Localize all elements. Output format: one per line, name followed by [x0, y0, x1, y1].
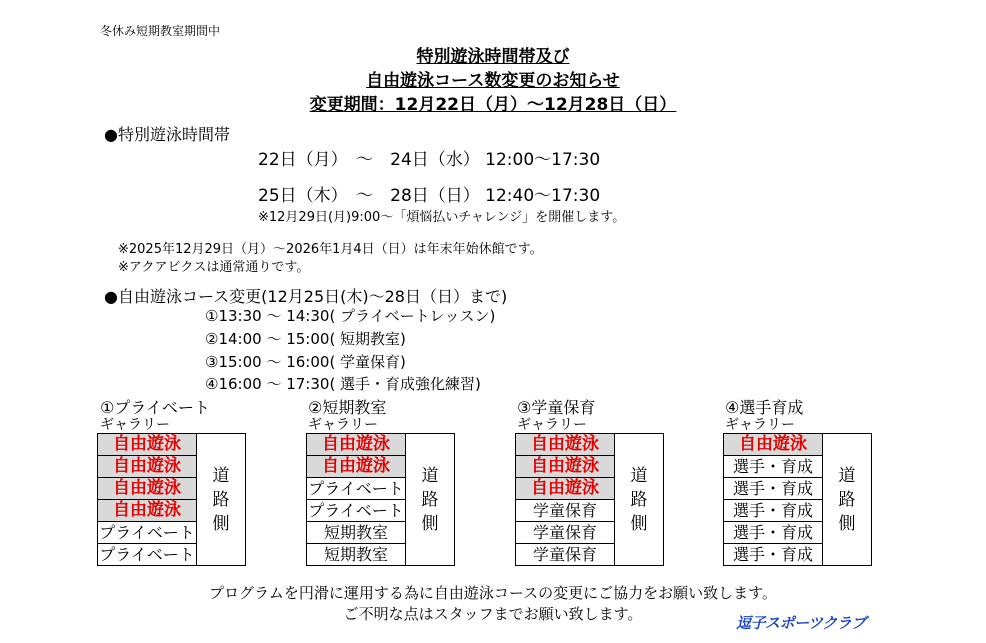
lane-cell: 自由遊泳: [98, 478, 197, 500]
lane-cell: 学童保育: [516, 544, 615, 566]
road-side-label: 道 路 側: [615, 434, 664, 566]
block-title-private: ①プライベート: [100, 398, 210, 417]
lane-cell: 短期教室: [307, 544, 406, 566]
lane-cell: 選手・育成: [724, 500, 823, 522]
gallery-label: ギャラリー: [100, 417, 170, 433]
special-heading: ●特別遊泳時間帯: [104, 125, 230, 144]
lane-cell: 自由遊泳: [516, 478, 615, 500]
period-note: 冬休み短期教室期間中: [100, 24, 221, 38]
lane-cell: 選手・育成: [724, 522, 823, 544]
lane-cell: 選手・育成: [724, 478, 823, 500]
special-note-2: ※2025年12月29日（月）～2026年1月4日（日）は年末年始休館です。: [118, 242, 543, 257]
special-note-1: ※12月29日(月)9:00～「煩悩払いチャレンジ」を開催します。: [258, 210, 626, 225]
gallery-label: ギャラリー: [725, 417, 795, 433]
lane-cell: 選手・育成: [724, 456, 823, 478]
lane-cell: 選手・育成: [724, 544, 823, 566]
club-logo: 逗子スポーツクラブ: [736, 614, 866, 632]
lane-cell: 自由遊泳: [724, 434, 823, 456]
lane-cell: プライベート: [99, 523, 195, 542]
lane-cell: 自由遊泳: [98, 456, 197, 478]
gallery-label: ギャラリー: [308, 417, 378, 433]
title-line-3: 変更期間：12月22日（月）～12月28日（日）: [309, 95, 677, 115]
lane-cell: 短期教室: [307, 522, 406, 544]
lane-cell: 自由遊泳: [516, 434, 615, 456]
gallery-label: ギャラリー: [517, 417, 587, 433]
footer-line-1: プログラムを円滑に運用する為に自由遊泳コースの変更にご協力をお願い致します。: [209, 584, 777, 602]
title-line-2: 自由遊泳コース数変更のお知らせ: [366, 71, 620, 91]
lane-cell: 学童保育: [516, 500, 615, 522]
special-row-1: 22日（月） ～ 24日（水） 12:00～17:30: [258, 150, 601, 170]
road-side-label: 道 路 側: [823, 434, 872, 566]
lane-table-private: [97, 433, 246, 566]
lane-cell: 自由遊泳: [98, 434, 197, 456]
lane-table-athlete: [723, 433, 872, 566]
lane-cell: プライベート: [308, 479, 404, 498]
road-side-label: 道 路 側: [406, 434, 455, 566]
slot-2: ②14:00 ～ 15:00( 短期教室): [205, 330, 406, 348]
special-note-3: ※アクアビクスは通常通りです。: [118, 260, 310, 275]
footer-line-2: ご不明な点はスタッフまでお願い致します。: [343, 605, 643, 623]
lane-cell: 自由遊泳: [98, 500, 197, 522]
course-change-heading: ●自由遊泳コース変更(12月25日(木)～28日（日）まで): [104, 287, 508, 306]
lane-cell: プライベート: [308, 501, 404, 520]
title-line-1: 特別遊泳時間帯及び: [416, 47, 570, 67]
lane-cell: 学童保育: [516, 522, 615, 544]
lane-cell: 自由遊泳: [307, 434, 406, 456]
lane-cell: プライベート: [99, 545, 195, 564]
lane-table-childcare: [515, 433, 664, 566]
special-row-2: 25日（木） ～ 28日（日） 12:40～17:30: [258, 186, 601, 206]
block-title-childcare: ③学童保育: [517, 398, 596, 417]
lane-cell: 自由遊泳: [516, 456, 615, 478]
lane-table-short-course: [306, 433, 455, 566]
slot-1: ①13:30 ～ 14:30( プライベートレッスン): [205, 307, 496, 325]
block-title-short-course: ②短期教室: [308, 398, 387, 417]
slot-3: ③15:00 ～ 16:00( 学童保育): [205, 353, 406, 371]
lane-cell: 自由遊泳: [307, 456, 406, 478]
road-side-label: 道 路 側: [197, 434, 246, 566]
slot-4: ④16:00 ～ 17:30( 選手・育成強化練習): [205, 375, 481, 393]
block-title-athlete: ④選手育成: [725, 398, 804, 417]
